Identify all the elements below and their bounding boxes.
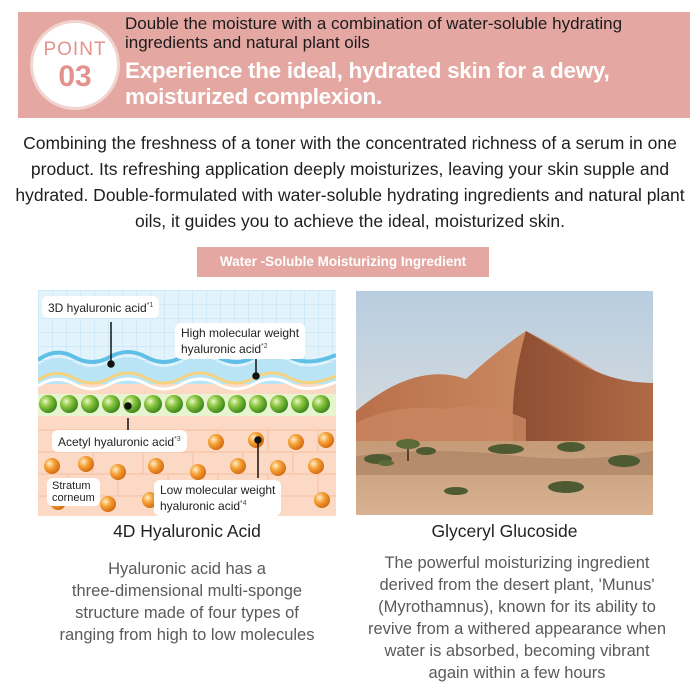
point-number: 03	[58, 60, 92, 93]
left-caption-title: 4D Hyaluronic Acid	[113, 521, 261, 541]
intro-paragraph: Combining the freshness of a toner with the concentrated richness of a serum in one product. Its refreshing application deeply moisturizes, leaving your skin supple and hydrated. Double-formulated with water-soluble hydrating ingredients and natural plant oils, it guides you to achieve the ideal, moisturized skin.	[15, 133, 685, 231]
left-caption-body	[18, 558, 356, 646]
label-3d-hyaluronic-acid: 3D hyaluronic acid$^{*1}$	[42, 296, 159, 318]
point-badge	[30, 20, 120, 110]
right-caption-title: Glyceryl Glucoside	[431, 521, 578, 541]
point-label: POINT	[43, 39, 107, 60]
desert-photo	[356, 291, 653, 515]
banner-subhead: Double the moisture with a combination of water-soluble hydrating ingredients and natural plant oils	[125, 14, 623, 52]
right-caption-line: derived from the desert plant, 'Munus'	[379, 576, 655, 594]
left-caption-line: structure made of four types of	[75, 604, 299, 622]
right-caption-line: again within a few hours	[428, 664, 606, 682]
left-caption-line: Hyaluronic acid has a	[108, 560, 266, 578]
right-caption-line: water is absorbed, becoming vibrant	[384, 642, 650, 660]
banner-headline: Experience the ideal, hydrated skin for a dewy, moisturized complexion.	[125, 58, 610, 109]
right-caption-line: (Myrothamnus), known for its ability to	[378, 598, 656, 616]
left-caption-line: three-dimensional multi-sponge	[71, 582, 303, 600]
label-low-molecular-hyaluronic-acid: Low molecular weight hyaluronic acid$^{*4}$	[154, 480, 281, 516]
right-caption-line: The powerful moisturizing ingredient	[384, 554, 650, 572]
desert-dune-image	[356, 291, 653, 515]
ingredient-category-tag: Water -Soluble Moisturizing Ingredient	[197, 247, 489, 277]
label-high-molecular-hyaluronic-acid: High molecular weight hyaluronic acid$^{*2}$	[175, 323, 305, 359]
label-acetyl-hyaluronic-acid: Acetyl hyaluronic acid$^{*3}$	[52, 430, 187, 452]
left-caption-line: ranging from high to low molecules	[59, 626, 315, 644]
label-stratum-corneum: Stratum corneum	[47, 478, 100, 506]
right-caption-body	[344, 552, 690, 684]
right-caption-line: revive from a withered appearance when	[367, 620, 667, 638]
